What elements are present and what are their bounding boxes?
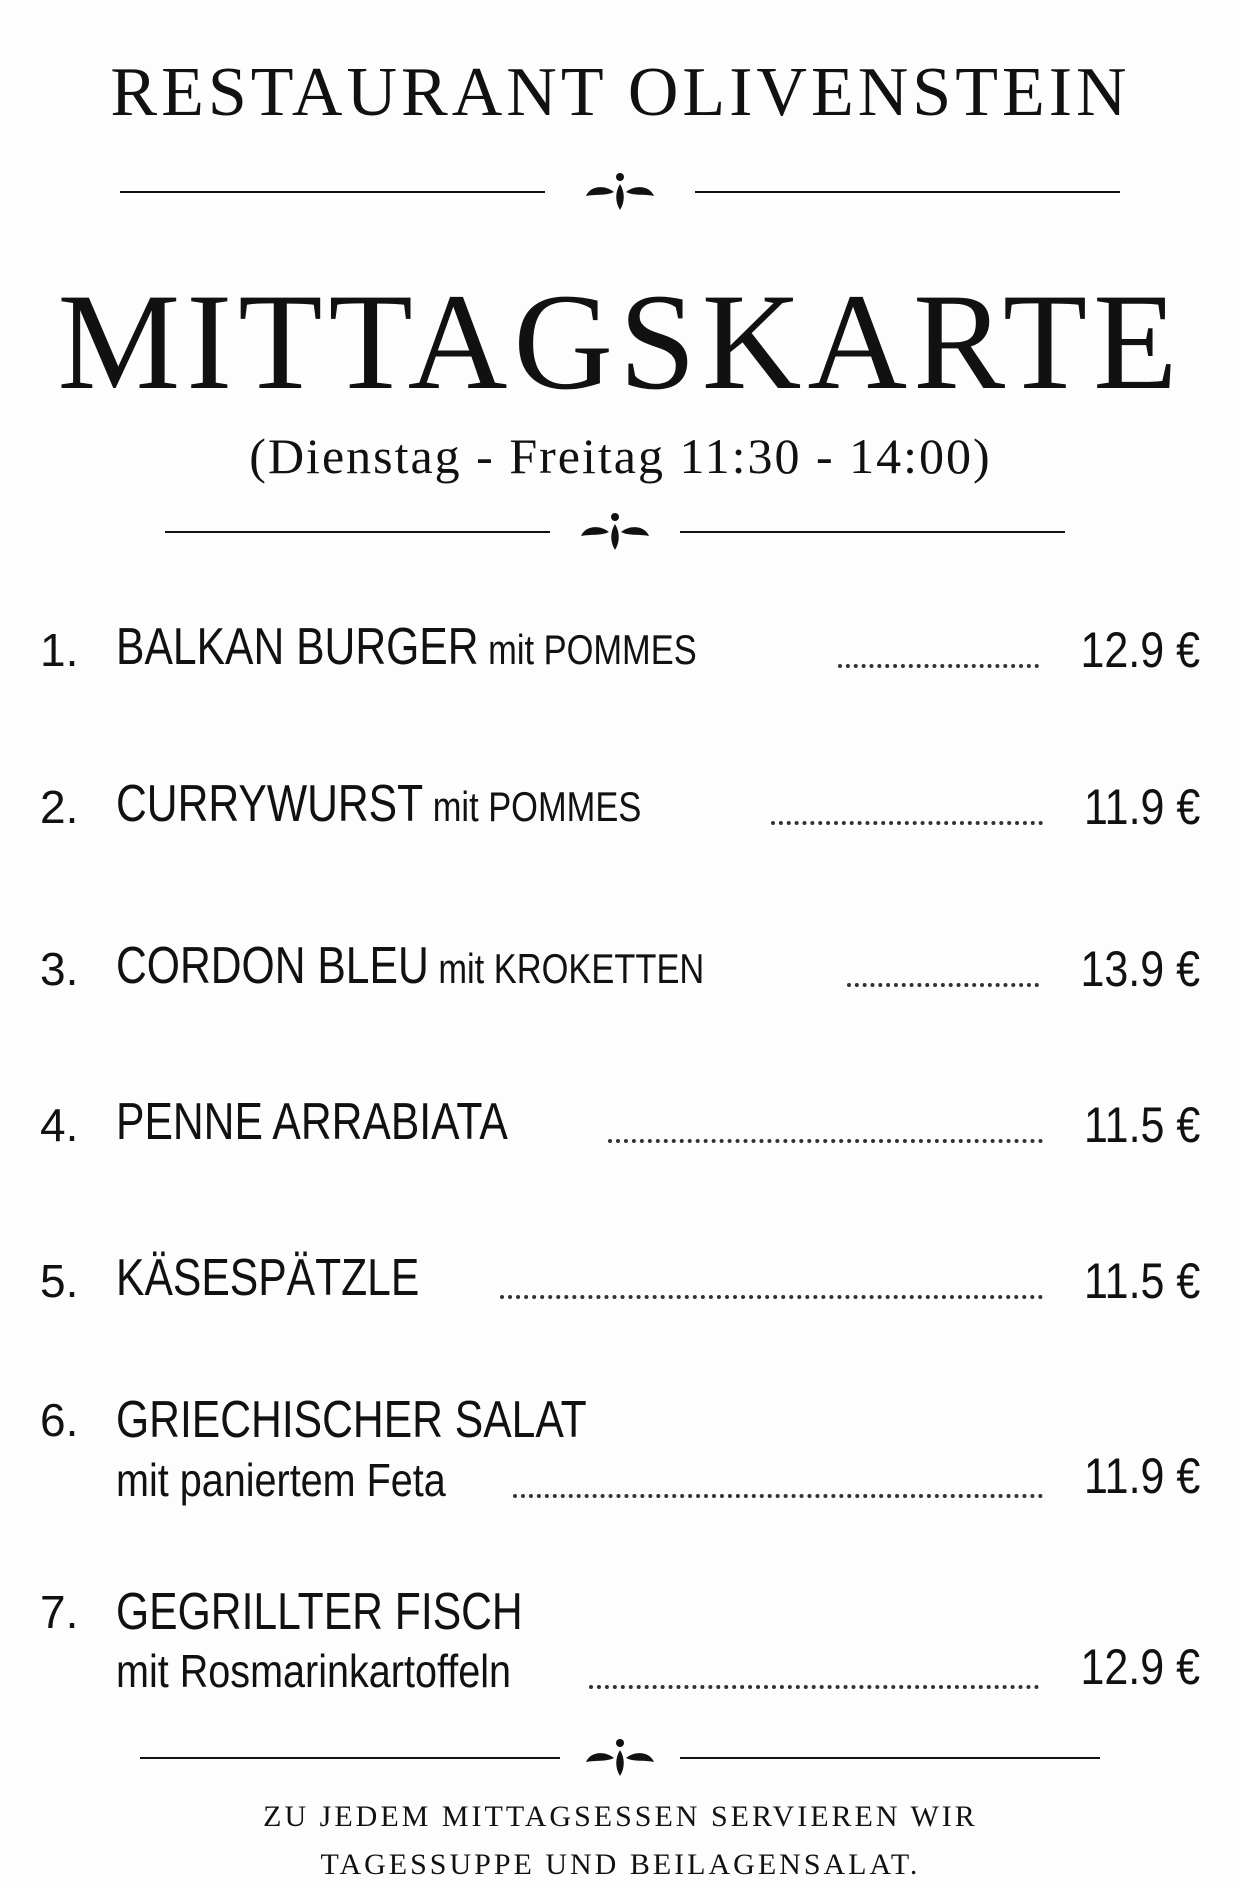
dot-leader: [513, 1494, 1042, 1498]
fleuron-ornament-icon: [584, 1738, 656, 1778]
item-price: 12.9 €: [1080, 622, 1200, 678]
menu-item: [40, 937, 1200, 1001]
item-number: 2.: [40, 781, 79, 833]
divider-line-left: [140, 1757, 560, 1759]
divider-line-left: [165, 531, 550, 533]
item-side: mit POMMES: [423, 783, 642, 830]
item-name: CORDON BLEU mit KROKETTEN: [116, 937, 705, 995]
footer-note-line1: ZU JEDEM MITTAGSESSEN SERVIEREN WIR: [263, 1800, 978, 1833]
item-price: 11.5 €: [1083, 1097, 1200, 1153]
divider-middle: [165, 512, 1065, 552]
item-description: mit paniertem Feta: [116, 1454, 446, 1506]
item-name: CURRYWURST mit POMMES: [116, 775, 642, 833]
item-number: 3.: [40, 943, 79, 995]
menu-title: MITTAGSKARTE: [57, 265, 1184, 418]
item-number: 7.: [40, 1586, 79, 1638]
dot-leader: [608, 1139, 1043, 1143]
item-number: 1.: [40, 624, 79, 676]
menu-item: [40, 775, 1200, 839]
menu-item: [40, 1249, 1200, 1313]
item-name: GEGRILLTER FISCH: [116, 1583, 523, 1641]
item-name: KÄSESPÄTZLE: [116, 1249, 420, 1307]
menu-item-detail: [116, 1448, 1200, 1508]
dot-leader: [500, 1295, 1043, 1299]
menu-item-detail: [116, 1639, 1200, 1699]
item-name: BALKAN BURGER mit POMMES: [116, 618, 697, 676]
divider-top: [120, 172, 1120, 212]
dot-leader: [589, 1685, 1039, 1689]
menu-item: [40, 1093, 1200, 1157]
item-number: 4.: [40, 1099, 79, 1151]
fleuron-ornament-icon: [584, 172, 656, 212]
item-side: mit KROKETTEN: [428, 945, 705, 992]
item-name: PENNE ARRABIATA: [116, 1093, 508, 1151]
item-price: 13.9 €: [1080, 941, 1200, 997]
item-name: GRIECHISCHER SALAT: [116, 1391, 587, 1449]
item-price: 11.9 €: [1083, 779, 1200, 835]
menu-item: [40, 1388, 1200, 1452]
fleuron-ornament-icon: [579, 512, 651, 552]
divider-line-left: [120, 191, 545, 193]
item-price: 11.5 €: [1083, 1253, 1200, 1309]
item-price: 12.9 €: [1080, 1639, 1200, 1695]
divider-line-right: [680, 531, 1065, 533]
item-description: mit Rosmarinkartoffeln: [116, 1645, 512, 1697]
divider-line-right: [680, 1757, 1100, 1759]
item-number: 6.: [40, 1394, 79, 1446]
divider-line-right: [695, 191, 1120, 193]
item-price: 11.9 €: [1083, 1448, 1200, 1504]
dot-leader: [771, 821, 1043, 825]
dot-leader: [847, 983, 1039, 987]
item-side: mit POMMES: [478, 626, 697, 673]
item-number: 5.: [40, 1255, 79, 1307]
menu-item: [40, 618, 1200, 682]
opening-hours: (Dienstag - Freitag 11:30 - 14:00): [249, 428, 992, 484]
restaurant-name: RESTAURANT OLIVENSTEIN: [110, 54, 1131, 131]
dot-leader: [838, 664, 1039, 668]
menu-item: [40, 1580, 1200, 1644]
footer-note-line2: TAGESSUPPE UND BEILAGENSALAT.: [320, 1848, 921, 1881]
